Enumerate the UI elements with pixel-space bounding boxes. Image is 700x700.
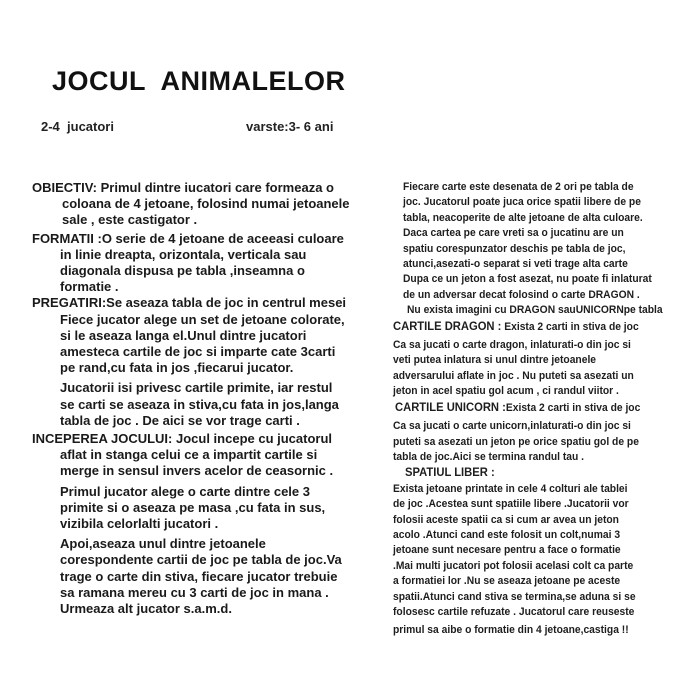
text-line: Fiecare carte este desenata de 2 ori pe tabla de <box>403 181 634 193</box>
text-line: Exista 2 carti in stiva de joc <box>501 320 639 333</box>
text-line: a formatiei lor .Nu se aseaza jetoane pe aceste <box>393 575 621 588</box>
text-line: jetoane sunt necesare pentru a face o formatie <box>393 544 621 557</box>
section-heading: CARTILE UNICORN : <box>395 399 506 414</box>
text-line: .Mai multi jucatori pot folosii acelasi colt ca parte <box>393 559 634 572</box>
text-line: Apoi,aseaza unul dintre jetoanele <box>60 536 266 552</box>
left-column <box>32 180 377 617</box>
text-line: sale , este castigator . <box>62 212 198 228</box>
text-line: Urmeaza alt jucator s.a.m.d. <box>60 601 232 617</box>
section-intro <box>385 180 695 319</box>
text-line: Exista jetoane printate in cele 4 colturi ale tablei <box>393 482 628 495</box>
text-line: folosii aceste spatii ca si cum ar avea un jeton <box>393 513 619 526</box>
text-line: Primul dintre iucatori care formeaza o <box>97 180 334 195</box>
age-range: varste:3- 6 ani <box>246 119 334 134</box>
text-line: veti putea inlatura si unul dintre jetoanele <box>393 354 597 367</box>
players-count: 2-4 jucatori <box>41 119 114 134</box>
text-line: sa ramana mereu cu 3 carti de joc in mana . <box>60 584 329 600</box>
section-pregatiri <box>32 295 377 429</box>
text-line: de joc .Acestea sunt spatiile libere .Jucatorii vor <box>393 498 629 511</box>
section-cartile-unicorn <box>385 400 695 466</box>
text-line: jeton in acel spatiu gol acum , ci randul viitor . <box>393 385 619 398</box>
text-line: joc. Jucatorul poate juca orice spatii libere de pe <box>403 196 641 209</box>
section-heading: PREGATIRI: <box>32 295 107 311</box>
text-line: in linie dreapta, orizontala, verticala sau <box>60 246 307 262</box>
text-line: tabla de joc.Aici se termina randul tau . <box>393 450 585 463</box>
section-formatii <box>32 231 377 296</box>
text-line: de un adversar decat folosind o carte DRAGON . <box>403 288 640 301</box>
text-line: diagonala dispusa pe tabla ,inseamna o <box>60 263 305 279</box>
text-line: si le aseaza langa el.Unul dintre jucatori <box>60 327 307 343</box>
text-line: Ca sa jucati o carte dragon, inlaturati-o din joc si <box>393 339 631 352</box>
text-line: acolo .Atunci cand este folosit un colt,numai 3 <box>393 528 621 541</box>
section-heading: SPATIUL LIBER : <box>405 465 495 480</box>
section-spatiul-liber <box>385 465 695 638</box>
text-line: tabla de joc . De aici se vor trage carti . <box>60 412 300 428</box>
text-line: atunci,asezati-o separat si veti trage alta carte <box>403 258 628 271</box>
text-line: folosesc cartile refuzate . Jucatorul care reuseste <box>393 605 635 618</box>
text-line: primul sa aibe o formatie din 4 jetoane,castiga !! <box>393 624 629 637</box>
text-line: se carti se aseaza in stiva,cu fata in jos,langa <box>60 396 339 412</box>
text-line: Primul jucator alege o carte dintre cele 3 <box>60 483 310 499</box>
text-line: Jucatorii isi privesc cartile primite, iar restul <box>60 380 333 396</box>
text-line: aflat in stanga celui ce a impartit cartile si <box>60 447 318 463</box>
text-line: trage o carte din stiva, fiecare jucator trebuie <box>60 568 338 584</box>
text-line: Ca sa jucati o carte unicorn,inlaturati-o din joc si <box>393 420 631 433</box>
text-line: vizibila celorlalti jucatori . <box>60 516 219 532</box>
text-line: primite si o aseaza pe masa ,cu fata in sus, <box>60 499 326 515</box>
text-line: Exista 2 carti in stiva de joc <box>505 401 641 414</box>
text-line: corespondente cartii de joc pe tabla de joc.Va <box>60 552 342 568</box>
text-line: spatiu corespunzator deschis pe tabla de joc, <box>403 242 626 255</box>
text-line: Jocul incepe cu jucatorul <box>172 431 333 447</box>
text-line: Se aseaza tabla de joc in centrul mesei <box>106 295 347 311</box>
text-line: adversarului aflate in joc . Nu puteti sa asezati un <box>393 369 634 382</box>
text-line: Daca cartea pe care vreti sa o jucatinu are un <box>403 227 624 240</box>
text-line: pe rand,cu fata in jos ,fiecarui jucator. <box>60 360 294 376</box>
text-line: amesteca cartile de joc si imparte cate 3carti <box>60 344 336 360</box>
text-line: coloana de 4 jetoane, folosind numai jetoanele <box>62 196 350 212</box>
text-line: Fiece jucator alege un set de jetoane colorate, <box>60 311 345 327</box>
section-heading: FORMATII : <box>32 230 102 246</box>
section-objectiv <box>32 180 377 229</box>
text-line: formatie . <box>60 279 119 295</box>
text-line: merge in sensul invers acelor de ceasornic . <box>60 463 334 479</box>
text-line: Nu exista imagini cu DRAGON sauUNICORNpe tabla <box>407 304 663 317</box>
page-title: JOCUL ANIMALELOR <box>52 66 346 96</box>
text-line: Dupa ce un jeton a fost asezat, nu poate fi inlaturat <box>403 273 652 286</box>
section-heading: OBIECTIV: <box>32 180 98 195</box>
section-cartile-dragon <box>385 319 695 400</box>
text-line: spatii.Atunci cand stiva se termina,se aduna si se <box>393 590 636 603</box>
text-line: tabla, neacoperite de alte jetoane de alta culoare. <box>403 211 643 224</box>
text-line: O serie de 4 jetoane de aceeasi culoare <box>101 230 344 246</box>
right-column <box>385 180 695 639</box>
section-inceperea-jocului <box>32 431 377 617</box>
section-heading: INCEPEREA JOCULUI: <box>32 431 173 447</box>
section-heading: CARTILE DRAGON : <box>393 318 502 333</box>
text-line: puteti sa asezati un jeton pe orice spatiu gol de pe <box>393 435 639 448</box>
